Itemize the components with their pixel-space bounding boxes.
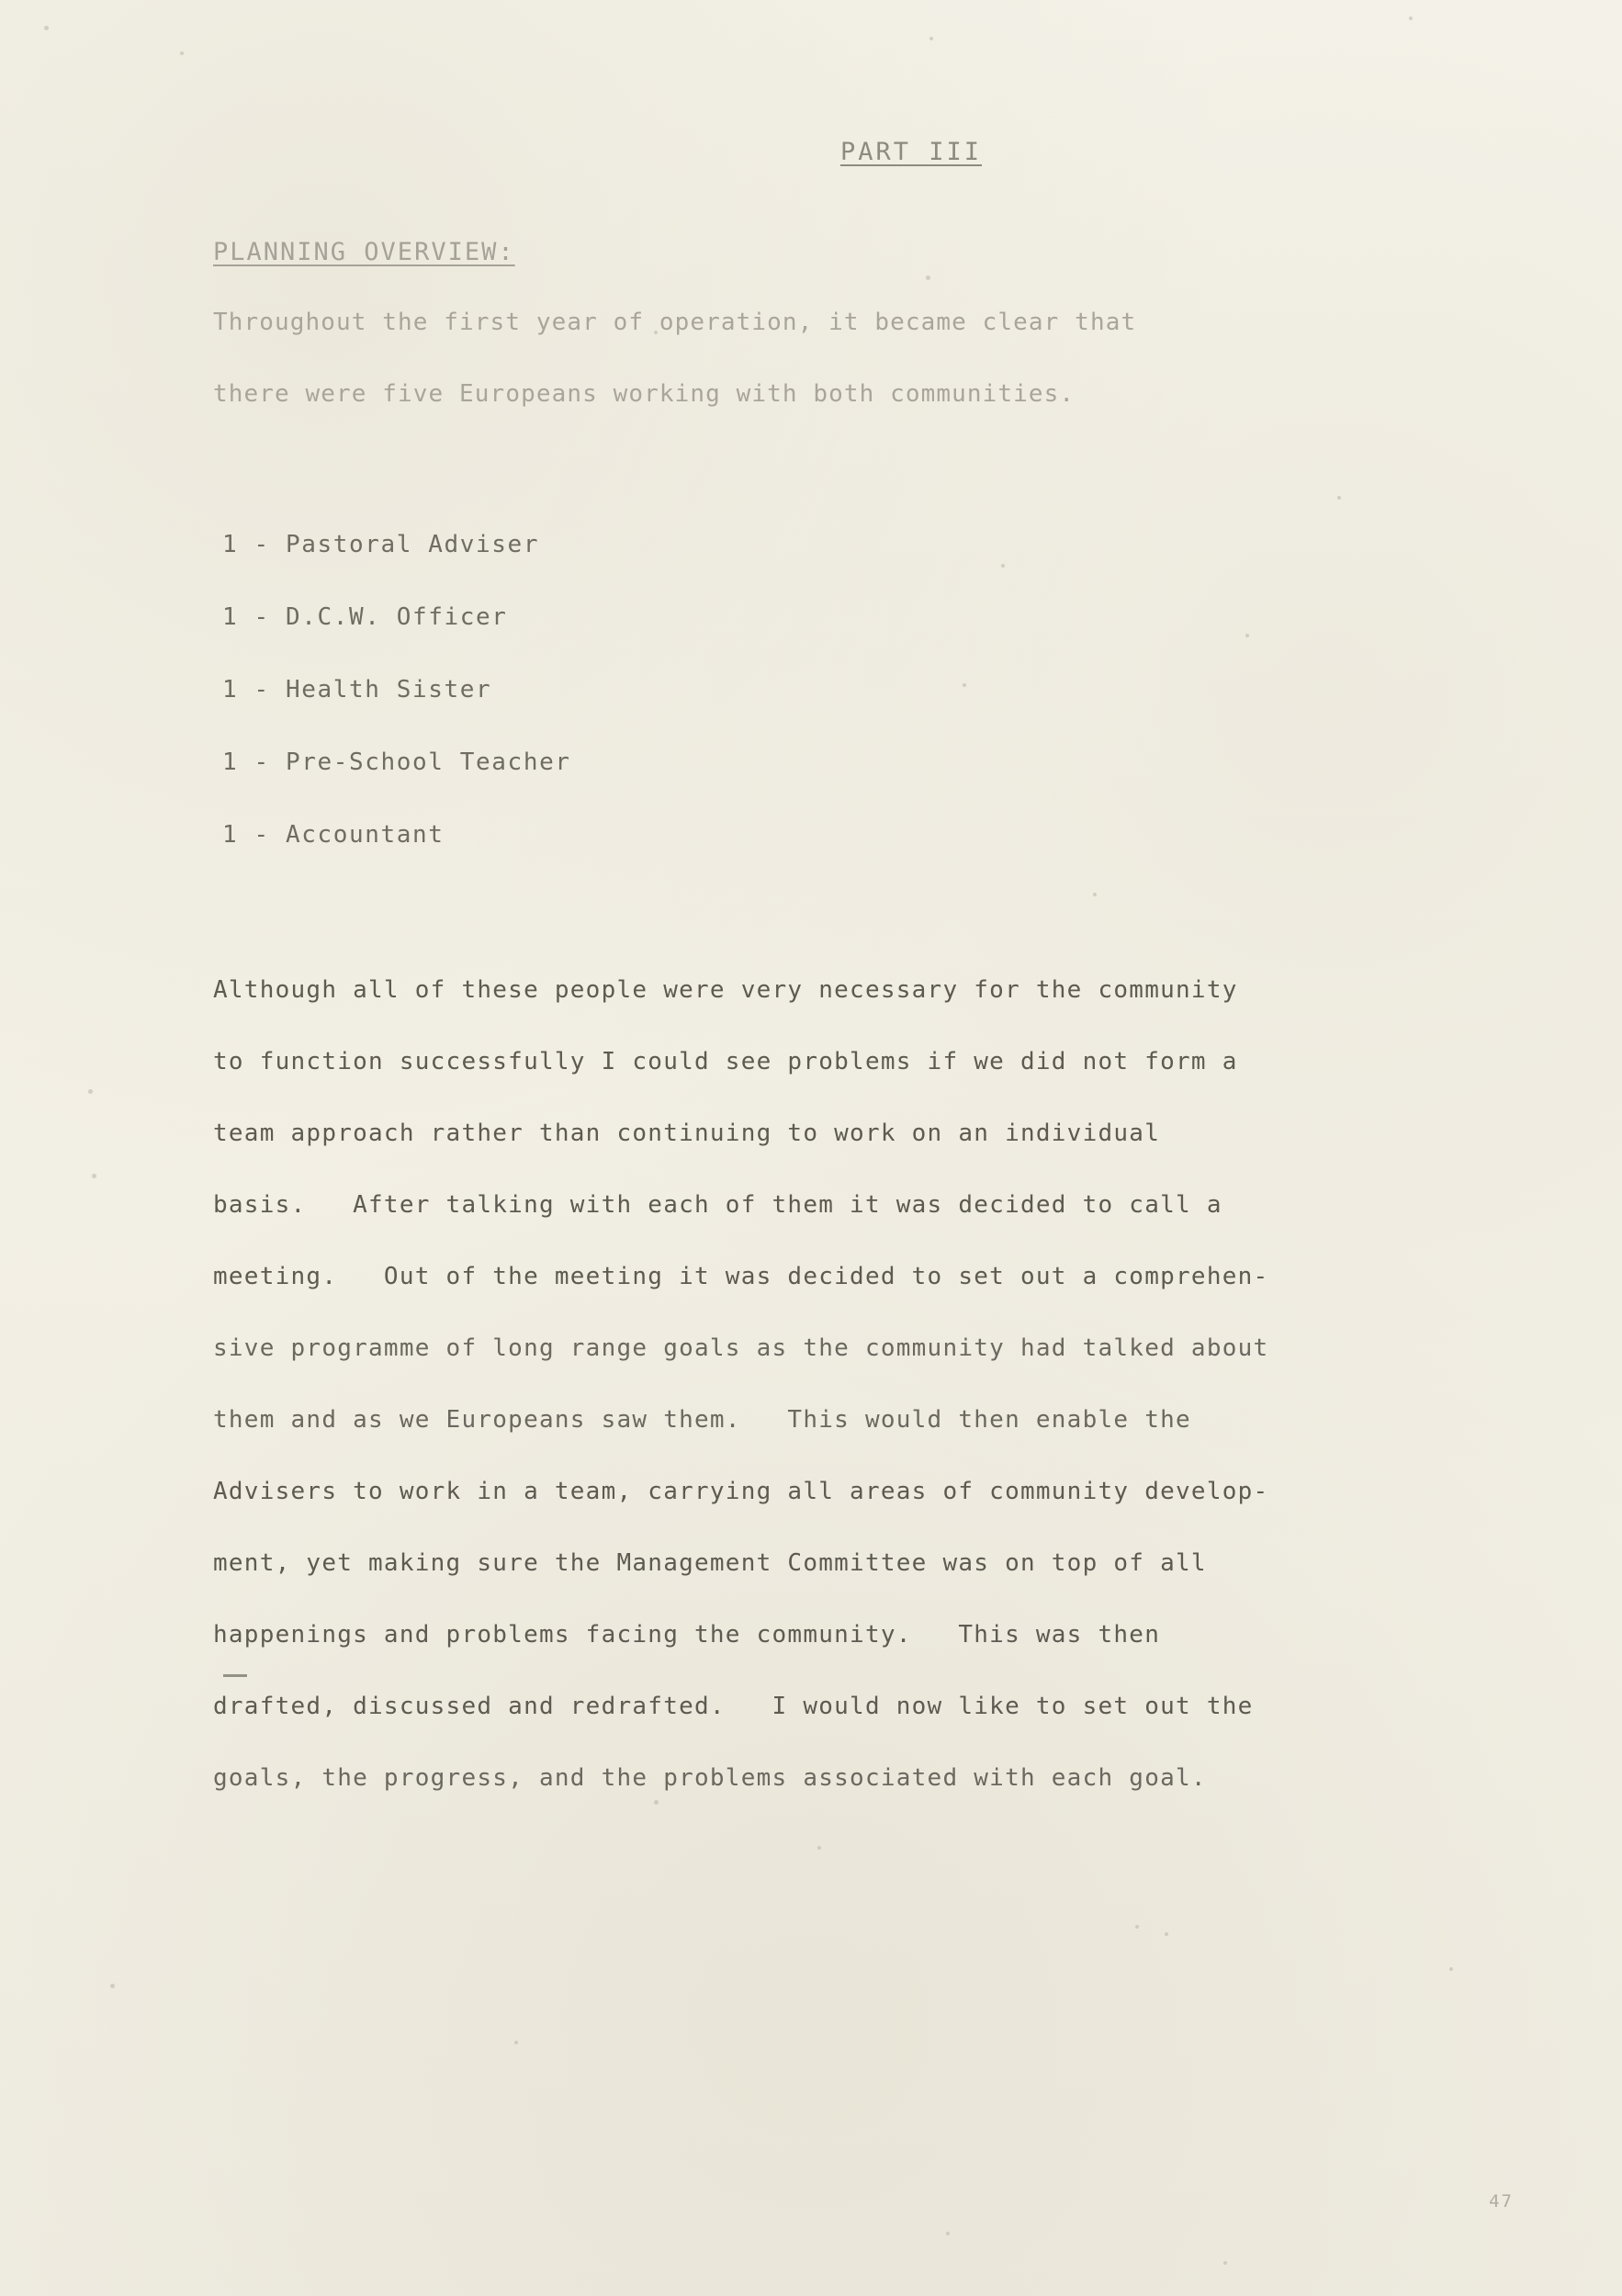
body-line: Although all of these people were very necessary for the community [213,976,1238,1004]
scan-speck [88,1089,93,1094]
body-line: them and as we Europeans saw them. This would then enable the [213,1406,1191,1434]
body-line: Advisers to work in a team, carrying all areas of community develop- [213,1478,1269,1505]
scan-speck [1223,2261,1227,2265]
intro-line: Throughout the first year of operation, it became clear that [213,309,1137,336]
spacer [213,430,1536,509]
body-line: drafted, discussed and redrafted. I would now like to set out the [213,1693,1254,1720]
body-line: happenings and problems facing the community. This was then [213,1621,1161,1649]
intro-line: there were five Europeans working with both communities. [213,380,1076,408]
scan-speck [1409,17,1413,20]
document-body [213,138,1536,1814]
body-line: meeting. Out of the meeting it was decided to set out a comprehen- [213,1263,1269,1290]
page-number: 47 [1489,2191,1514,2212]
scan-speck [1165,1932,1168,1936]
list-item: 1 - Accountant [222,821,445,849]
spacer [213,872,1536,954]
scan-speck [1135,1925,1139,1929]
scan-speck [1449,1967,1453,1971]
body-line: basis. After talking with each of them it was decided to call a [213,1191,1222,1219]
scan-speck [514,2041,518,2044]
scan-speck [817,1846,821,1850]
body-line: sive programme of long range goals as the community had talked about [213,1334,1269,1362]
handwritten-underline-mark [223,1674,247,1677]
scan-speck [44,26,49,30]
scan-speck [946,2232,950,2235]
scan-speck [110,1984,115,1988]
scan-speck [92,1174,96,1178]
list-item: 1 - Pre-School Teacher [222,748,571,776]
list-item: 1 - Health Sister [222,676,492,703]
scan-speck [180,51,184,55]
body-line: goals, the progress, and the problems associated with each goal. [213,1764,1207,1792]
list-item: 1 - Pastoral Adviser [222,531,540,558]
body-line: to function successfully I could see problems if we did not form a [213,1048,1238,1075]
page-title: PART III [839,138,983,166]
section-heading: PLANNING OVERVIEW: [213,238,515,266]
scan-speck [929,37,933,40]
body-line: ment, yet making sure the Management Committee was on top of all [213,1549,1207,1577]
list-item: 1 - D.C.W. Officer [222,603,508,631]
body-line: team approach rather than continuing to work on an individual [213,1120,1161,1147]
